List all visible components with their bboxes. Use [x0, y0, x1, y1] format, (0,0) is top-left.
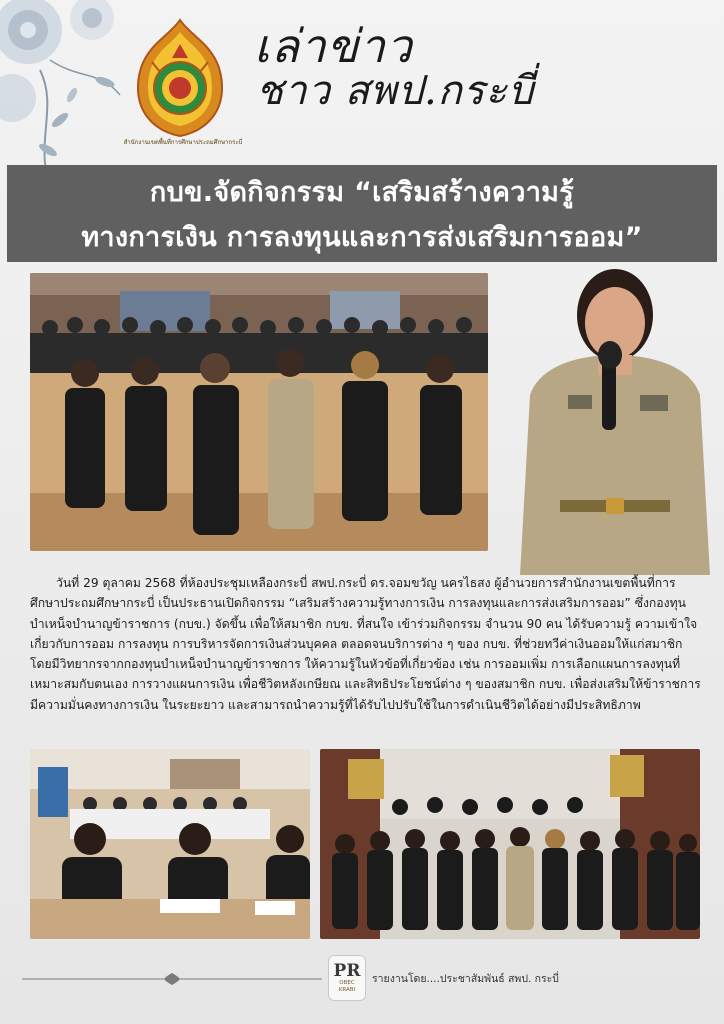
headline-line-2: ทางการเงิน การลงทุนและการส่งเสริมการออม” — [81, 221, 643, 253]
badge-main-text: PR — [333, 961, 361, 982]
headline-line-1: กบข.จัดกิจกรรม “เสริมสร้างความรู้ — [149, 176, 575, 208]
badge-sub-text-1: OBEC — [339, 980, 355, 987]
headline-banner — [7, 165, 717, 262]
seminar-photo — [30, 749, 310, 939]
title-line-2: ชาว สพป.กระบี่ — [256, 68, 535, 115]
newsletter-title — [250, 19, 535, 115]
obec-logo — [130, 18, 230, 138]
reporter-credit: รายงานโดย....ประชาสัมพันธ์ สพป. กระบี่ — [372, 973, 559, 985]
pr-obec-krabi-logo — [328, 955, 366, 1001]
presenter-photo — [510, 255, 720, 575]
footer-divider — [22, 972, 322, 986]
group-photo-main — [30, 273, 488, 551]
title-line-1: เล่าข่าว — [254, 19, 413, 73]
group-photo-secondary — [320, 749, 700, 939]
logo-caption: สำนักงานเขตพื้นที่การศึกษาประถมศึกษากระบี่ — [123, 139, 243, 146]
article-body: วันที่ 29 ตุลาคม 2568 ที่ห้องประชุมเหลืองกระบี่ สพป.กระบี่ ดร.จอมขวัญ นครไธสง ผู้อำนวยการสำนักงานเขตพื้นที่การศึกษาประถมศึกษากระบี่ เป็นประธานเปิดกิจกรรม “เสริมสร้างความรู้ทางการเงิน การลงทุนและการส่งเสริมการออม” ซึ่งกองทุนบำเหน็จบำนาญข้าราชการ (กบข.) จัดขึ้น เพื่อให้สมาชิก กบข. ที่สนใจ เข้าร่วมกิจกรรม จำนวน 90 คน ได้รับความรู้ ความเข้าใจเกี่ยวกับการออม การลงทุน การบริหารจัดการเงินส่วนบุคคล ตลอดจนบริการต่าง ๆ ของ กบข. ที่ช่วยทวีค่าเงินออมให้แก่สมาชิก โดยมีวิทยากรจากกองทุนบำเหน็จบำนาญข้าราชการ ให้ความรู้ในหัวข้อที่เกี่ยวข้อง เช่น การออมเพิ่ม การเลือกแผนการลงทุนที่เหมาะสมกับตนเอง การวางแผนการเงิน เพื่อชีวิตหลังเกษียณ และสิทธิประโยชน์ต่าง ๆ ของสมาชิก กบข. เพื่อส่งเสริมให้ข้าราชการมีความมั่นคงทางการเงิน ในระยะยาว และสามารถนำความรู้ที่ได้รับไปปรับใช้ในการดำเนินชีวิตได้อย่างมีประสิทธิภาพ — [30, 576, 701, 712]
badge-sub-text-2: KRABI — [338, 986, 356, 993]
